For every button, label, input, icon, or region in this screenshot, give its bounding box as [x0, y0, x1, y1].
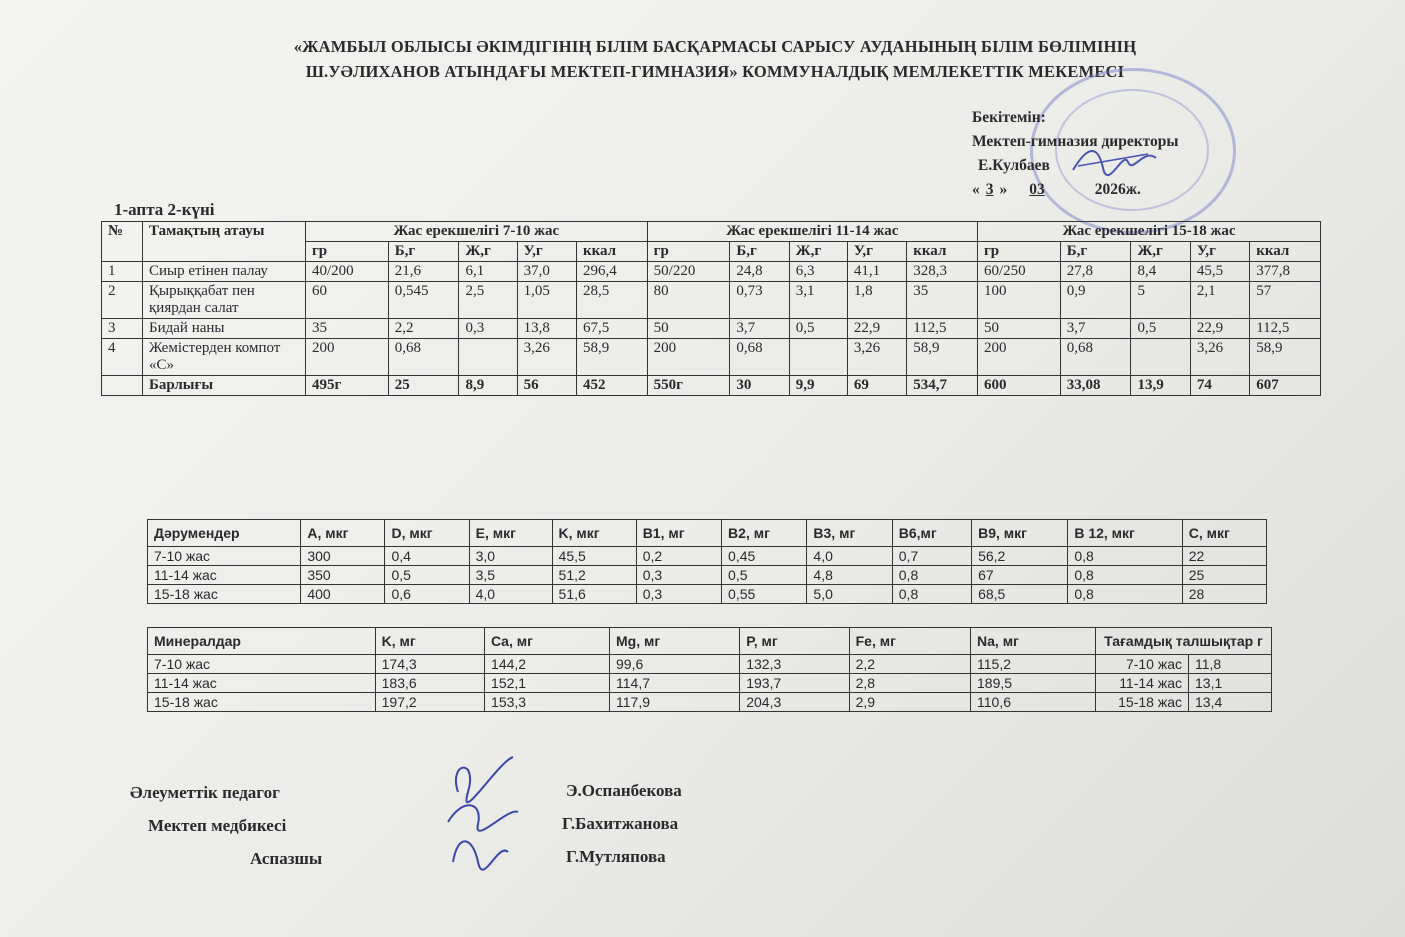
table-cell	[1131, 339, 1190, 376]
week-day-label: 1-апта 2-күні	[114, 200, 215, 219]
table-cell: 200	[977, 339, 1060, 376]
table-cell: 0,8	[892, 566, 971, 585]
approval-director-name: Е.Кулбаев	[978, 157, 1050, 174]
table-cell: 0,68	[388, 339, 459, 376]
table-cell: 4,8	[807, 566, 892, 585]
header-line-2: Ш.УӘЛИХАНОВ АТЫНДАҒЫ МЕКТЕП-ГИМНАЗИЯ» КОММУНАЛДЫҚ МЕМЛЕКЕТТІК МЕКЕМЕСІ	[305, 62, 1125, 81]
subhead-fat: Ж,г	[1131, 242, 1190, 262]
column-header: B3, мг	[807, 520, 892, 547]
table-cell: 3,0	[469, 547, 552, 566]
table-cell: 15-18 жас	[1096, 693, 1189, 712]
table-cell: 153,3	[485, 693, 610, 712]
column-header: Минералдар	[148, 628, 376, 655]
dish-name: Жемістерден компот «С»	[143, 339, 306, 376]
table-cell: 80	[647, 282, 730, 319]
table-cell: 6,3	[789, 262, 847, 282]
subhead-kcal: ккал	[907, 242, 978, 262]
table-cell: 8,4	[1131, 262, 1190, 282]
table-cell: 25	[388, 376, 459, 396]
table-cell: 550г	[647, 376, 730, 396]
table-cell: 6,1	[459, 262, 517, 282]
table-cell: 377,8	[1250, 262, 1321, 282]
table-cell: 0,68	[1060, 339, 1131, 376]
name-social-pedagogue: Э.Оспанбекова	[566, 781, 682, 800]
table-cell: 56,2	[972, 547, 1068, 566]
column-header: B6,мг	[892, 520, 971, 547]
table-cell: 2,5	[459, 282, 517, 319]
signature-names	[562, 774, 682, 873]
column-header: B9, мкг	[972, 520, 1068, 547]
table-cell: 50	[647, 319, 730, 339]
table-cell: 41,1	[847, 262, 906, 282]
column-header: A, мкг	[301, 520, 385, 547]
approval-position: Мектеп-гимназия директоры	[972, 133, 1179, 150]
table-cell: 152,1	[485, 674, 610, 693]
table-row	[102, 339, 1321, 376]
table-row	[102, 282, 1321, 319]
dish-name: Қырыққабат пен қиярдан салат	[143, 282, 306, 319]
table-cell: 99,6	[610, 655, 740, 674]
minerals-table	[147, 627, 1272, 712]
table-row	[148, 566, 1267, 585]
subhead-gr: гр	[647, 242, 730, 262]
table-cell: 13,1	[1189, 674, 1272, 693]
table-cell: 0,5	[722, 566, 807, 585]
table-row	[148, 655, 1272, 674]
table-cell: 35	[907, 282, 978, 319]
name-school-nurse: Г.Бахитжанова	[562, 814, 679, 833]
table-cell: 3	[102, 319, 143, 339]
table-cell: 3,5	[469, 566, 552, 585]
approval-day: 3	[985, 181, 994, 198]
table-cell: 400	[301, 585, 385, 604]
vitamins-header-row	[148, 520, 1267, 547]
table-cell: 27,8	[1060, 262, 1131, 282]
table-cell: 132,3	[740, 655, 849, 674]
table-cell: 114,7	[610, 674, 740, 693]
table-cell: 0,7	[892, 547, 971, 566]
table-cell: 21,6	[388, 262, 459, 282]
subhead-fat: Ж,г	[459, 242, 517, 262]
column-header: D, мкг	[385, 520, 469, 547]
role-social-pedagogue: Әлеуметтік педагог	[130, 783, 280, 802]
table-cell: 2,2	[388, 319, 459, 339]
table-cell: 1,8	[847, 282, 906, 319]
table-cell: 189,5	[971, 674, 1096, 693]
table-cell: 7-10 жас	[148, 547, 301, 566]
table-cell: 30	[730, 376, 789, 396]
table-cell: 0,3	[636, 566, 721, 585]
table-cell	[789, 339, 847, 376]
table-cell: 11-14 жас	[148, 566, 301, 585]
age-group-7-10: Жас ерекшелігі 7-10 жас	[306, 222, 648, 242]
table-cell: 3,1	[789, 282, 847, 319]
table-cell: 2,9	[849, 693, 970, 712]
table-row	[148, 547, 1267, 566]
table-cell: 11-14 жас	[148, 674, 376, 693]
table-row	[148, 674, 1272, 693]
table-cell: 60	[306, 282, 389, 319]
column-header: B 12, мкг	[1068, 520, 1182, 547]
table-cell: 0,5	[789, 319, 847, 339]
minerals-rows	[148, 655, 1272, 712]
table-cell: 0,545	[388, 282, 459, 319]
director-signature	[1068, 140, 1158, 180]
table-cell: 495г	[306, 376, 389, 396]
table-cell: 50/220	[647, 262, 730, 282]
column-header: P, мг	[740, 628, 849, 655]
table-cell: 13,9	[1131, 376, 1190, 396]
menu-table	[101, 221, 1321, 396]
table-cell: 0,2	[636, 547, 721, 566]
table-cell: 2,1	[1190, 282, 1249, 319]
table-cell: 5	[1131, 282, 1190, 319]
table-cell: 5,0	[807, 585, 892, 604]
table-cell: 200	[306, 339, 389, 376]
column-header: Fe, мг	[849, 628, 970, 655]
table-cell: 607	[1250, 376, 1321, 396]
table-cell: 13,8	[517, 319, 576, 339]
table-cell: 45,5	[552, 547, 636, 566]
table-cell: 7-10 жас	[148, 655, 376, 674]
age-group-15-18: Жас ерекшелігі 15-18 жас	[977, 222, 1320, 242]
table-row	[102, 262, 1321, 282]
subhead-protein: Б,г	[730, 242, 789, 262]
column-header: Mg, мг	[610, 628, 740, 655]
header-line-1: «ЖАМБЫЛ ОБЛЫСЫ ӘКІМДІГІНІҢ БІЛІМ БАСҚАРМАСЫ САРЫСУ АУДАНЫНЫҢ БІЛІМ БӨЛІМІНІҢ	[293, 37, 1137, 56]
column-header: C, мкг	[1182, 520, 1266, 547]
table-cell: 37,0	[517, 262, 576, 282]
table-cell: 4,0	[469, 585, 552, 604]
table-cell	[459, 339, 517, 376]
table-cell: 2,2	[849, 655, 970, 674]
table-cell: 300	[301, 547, 385, 566]
table-cell: 24,8	[730, 262, 789, 282]
signature-roles	[130, 776, 322, 875]
table-cell: 204,3	[740, 693, 849, 712]
table-cell: 69	[847, 376, 906, 396]
table-cell: 3,7	[1060, 319, 1131, 339]
table-cell: 600	[977, 376, 1060, 396]
minerals-header-row	[148, 628, 1272, 655]
column-header: Ca, мг	[485, 628, 610, 655]
table-cell: 3,7	[730, 319, 789, 339]
table-cell: 67	[972, 566, 1068, 585]
table-cell: 296,4	[576, 262, 647, 282]
column-header: Na, мг	[971, 628, 1096, 655]
vitamins-rows	[148, 547, 1267, 604]
subhead-gr: гр	[977, 242, 1060, 262]
table-cell: 25	[1182, 566, 1266, 585]
col-dish-name: Тамақтың атауы	[143, 222, 306, 262]
table-cell: 0,8	[892, 585, 971, 604]
total-label: Барлығы	[143, 376, 306, 396]
table-cell: 2	[102, 282, 143, 319]
table-cell: 0,6	[385, 585, 469, 604]
column-header: K, мг	[375, 628, 484, 655]
table-cell: 0,8	[1068, 585, 1182, 604]
table-cell: 1,05	[517, 282, 576, 319]
table-cell: 3,26	[847, 339, 906, 376]
approval-month: 03	[1029, 181, 1045, 198]
table-cell: 60/250	[977, 262, 1060, 282]
table-cell: 56	[517, 376, 576, 396]
table-cell: 0,73	[730, 282, 789, 319]
table-cell: 67,5	[576, 319, 647, 339]
fiber-header: Тағамдық талшықтар г	[1096, 628, 1272, 655]
table-cell: 328,3	[907, 262, 978, 282]
table-cell: 33,08	[1060, 376, 1131, 396]
table-cell: 4,0	[807, 547, 892, 566]
menu-header-row	[102, 222, 1321, 242]
menu-total-row	[102, 376, 1321, 396]
table-cell: 1	[102, 262, 143, 282]
table-cell: 174,3	[375, 655, 484, 674]
menu-rows	[102, 262, 1321, 376]
table-cell: 15-18 жас	[148, 585, 301, 604]
column-header: E, мкг	[469, 520, 552, 547]
table-cell: 183,6	[375, 674, 484, 693]
table-row	[148, 693, 1272, 712]
table-cell: 0,4	[385, 547, 469, 566]
subhead-carb: У,г	[847, 242, 906, 262]
table-cell: 0,5	[1131, 319, 1190, 339]
table-cell: 22,9	[1190, 319, 1249, 339]
table-cell: 0,45	[722, 547, 807, 566]
table-cell: 0,3	[636, 585, 721, 604]
table-cell: 45,5	[1190, 262, 1249, 282]
table-cell: 7-10 жас	[1096, 655, 1189, 674]
vitamins-table	[147, 519, 1267, 604]
approval-year: 2026ж.	[1094, 181, 1141, 198]
table-row	[148, 585, 1267, 604]
table-cell: 0,55	[722, 585, 807, 604]
table-cell: 0,9	[1060, 282, 1131, 319]
approval-title: Бекітемін:	[972, 109, 1046, 126]
table-cell: 0,3	[459, 319, 517, 339]
role-cook: Аспазшы	[250, 849, 323, 868]
table-cell: 112,5	[907, 319, 978, 339]
table-cell: 200	[647, 339, 730, 376]
subhead-protein: Б,г	[388, 242, 459, 262]
column-header: B1, мг	[636, 520, 721, 547]
table-cell: 0,8	[1068, 547, 1182, 566]
table-cell: 35	[306, 319, 389, 339]
subhead-kcal: ккал	[1250, 242, 1321, 262]
table-row	[102, 319, 1321, 339]
subhead-protein: Б,г	[1060, 242, 1131, 262]
table-cell: 51,2	[552, 566, 636, 585]
name-cook: Г.Мутляпова	[566, 847, 666, 866]
table-cell: 452	[576, 376, 647, 396]
table-cell: 3,26	[1190, 339, 1249, 376]
table-cell: 28	[1182, 585, 1266, 604]
table-cell: 3,26	[517, 339, 576, 376]
table-cell: 197,2	[375, 693, 484, 712]
table-cell: 51,6	[552, 585, 636, 604]
subhead-carb: У,г	[517, 242, 576, 262]
dish-name: Сиыр етінен палау	[143, 262, 306, 282]
table-cell: 58,9	[907, 339, 978, 376]
table-cell: 112,5	[1250, 319, 1321, 339]
table-cell: 2,8	[849, 674, 970, 693]
table-cell: 11-14 жас	[1096, 674, 1189, 693]
role-school-nurse: Мектеп медбикесі	[148, 816, 287, 835]
table-cell: 68,5	[972, 585, 1068, 604]
column-header: Дәрумендер	[148, 520, 301, 547]
table-cell: 350	[301, 566, 385, 585]
table-cell: 40/200	[306, 262, 389, 282]
table-cell: 58,9	[576, 339, 647, 376]
table-cell: 0,5	[385, 566, 469, 585]
table-cell: 144,2	[485, 655, 610, 674]
subhead-carb: У,г	[1190, 242, 1249, 262]
table-cell: 115,2	[971, 655, 1096, 674]
column-header: B2, мг	[722, 520, 807, 547]
table-cell: 74	[1190, 376, 1249, 396]
table-cell: 8,9	[459, 376, 517, 396]
age-group-11-14: Жас ерекшелігі 11-14 жас	[647, 222, 977, 242]
table-cell: 100	[977, 282, 1060, 319]
table-cell: 0,68	[730, 339, 789, 376]
table-cell: 28,5	[576, 282, 647, 319]
table-cell: 22,9	[847, 319, 906, 339]
table-cell: 22	[1182, 547, 1266, 566]
table-cell: 57	[1250, 282, 1321, 319]
handwritten-signatures	[438, 752, 528, 882]
table-cell: 15-18 жас	[148, 693, 376, 712]
column-header: K, мкг	[552, 520, 636, 547]
approval-date: « 3 » 03 2026ж.	[972, 181, 1141, 198]
table-cell: 110,6	[971, 693, 1096, 712]
table-cell: 50	[977, 319, 1060, 339]
table-cell: 4	[102, 339, 143, 376]
subhead-gr: гр	[306, 242, 389, 262]
table-cell: 11,8	[1189, 655, 1272, 674]
table-cell: 117,9	[610, 693, 740, 712]
table-cell: 193,7	[740, 674, 849, 693]
table-cell: 534,7	[907, 376, 978, 396]
table-cell: 58,9	[1250, 339, 1321, 376]
subhead-fat: Ж,г	[789, 242, 847, 262]
dish-name: Бидай наны	[143, 319, 306, 339]
subhead-kcal: ккал	[576, 242, 647, 262]
table-cell: 0,8	[1068, 566, 1182, 585]
table-cell: 9,9	[789, 376, 847, 396]
table-cell: 13,4	[1189, 693, 1272, 712]
col-number: №	[102, 222, 143, 262]
